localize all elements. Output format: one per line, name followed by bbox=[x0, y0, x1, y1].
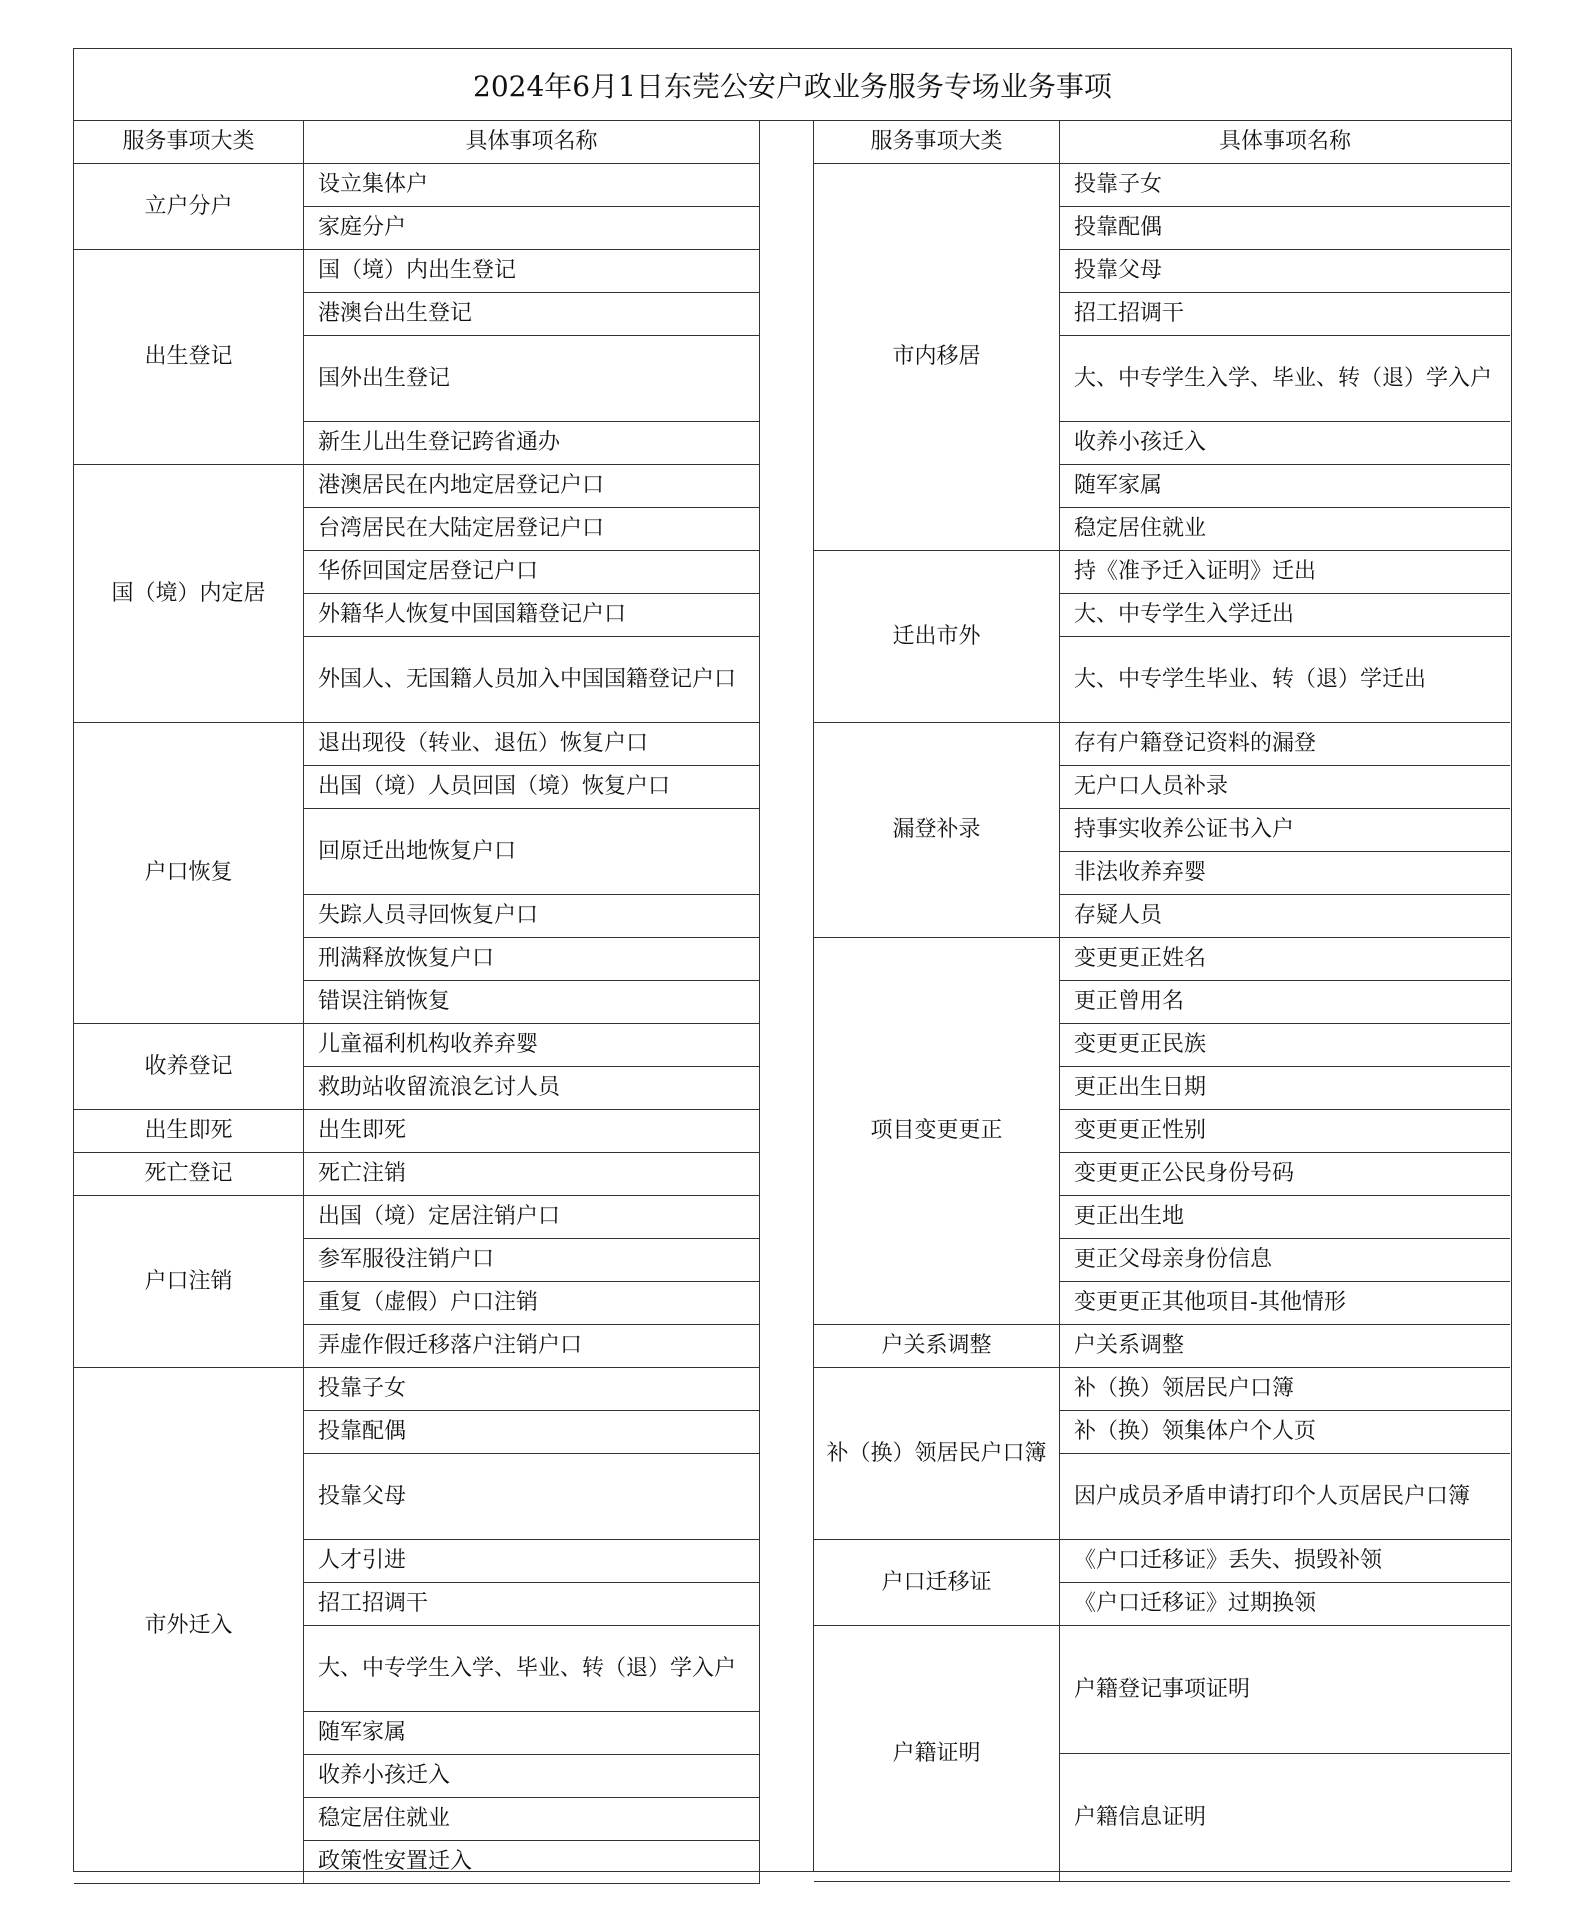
right-item-cell: 变更更正姓名 bbox=[1060, 938, 1510, 981]
left-item-cell: 招工招调干 bbox=[304, 1583, 760, 1626]
right-item-cell: 更正出生日期 bbox=[1060, 1067, 1510, 1110]
left-category-cell: 国（境）内定居 bbox=[74, 465, 304, 723]
left-item-cell: 弄虚作假迁移落户注销户口 bbox=[304, 1325, 760, 1368]
right-item-cell: 变更更正其他项目-其他情形 bbox=[1060, 1282, 1510, 1325]
right-category-cell: 迁出市外 bbox=[814, 551, 1060, 723]
left-item-cell: 港澳居民在内地定居登记户口 bbox=[304, 465, 760, 508]
left-item-cell: 回原迁出地恢复户口 bbox=[304, 809, 760, 895]
right-item-cell: 投靠父母 bbox=[1060, 250, 1510, 293]
right-item-cell: 非法收养弃婴 bbox=[1060, 852, 1510, 895]
right-item-cell: 存有户籍登记资料的漏登 bbox=[1060, 723, 1510, 766]
column-gap bbox=[760, 121, 814, 1871]
right-item-cell: 因户成员矛盾申请打印个人页居民户口簿 bbox=[1060, 1454, 1510, 1540]
left-item-cell: 投靠父母 bbox=[304, 1454, 760, 1540]
left-category-cell: 立户分户 bbox=[74, 164, 304, 250]
left-item-cell: 刑满释放恢复户口 bbox=[304, 938, 760, 981]
right-item-cell: 持事实收养公证书入户 bbox=[1060, 809, 1510, 852]
right-item-cell: 大、中专学生入学、毕业、转（退）学入户 bbox=[1060, 336, 1510, 422]
left-item-cell: 人才引进 bbox=[304, 1540, 760, 1583]
left-item-cell: 重复（虚假）户口注销 bbox=[304, 1282, 760, 1325]
right-item-cell: 招工招调干 bbox=[1060, 293, 1510, 336]
left-item-cell: 外国人、无国籍人员加入中国国籍登记户口 bbox=[304, 637, 760, 723]
left-item-cell: 失踪人员寻回恢复户口 bbox=[304, 895, 760, 938]
right-item-cell: 变更更正民族 bbox=[1060, 1024, 1510, 1067]
right-item-cell: 收养小孩迁入 bbox=[1060, 422, 1510, 465]
left-item-cell: 国（境）内出生登记 bbox=[304, 250, 760, 293]
right-item-cell: 投靠子女 bbox=[1060, 164, 1510, 207]
left-item-cell: 政策性安置迁入 bbox=[304, 1841, 760, 1884]
left-item-cell: 错误注销恢复 bbox=[304, 981, 760, 1024]
left-item-cell: 退出现役（转业、退伍）恢复户口 bbox=[304, 723, 760, 766]
left-item-cell: 港澳台出生登记 bbox=[304, 293, 760, 336]
right-item-cell: 《户口迁移证》丢失、损毁补领 bbox=[1060, 1540, 1510, 1583]
left-item-cell: 出国（境）人员回国（境）恢复户口 bbox=[304, 766, 760, 809]
left-item-cell: 儿童福利机构收养弃婴 bbox=[304, 1024, 760, 1067]
left-item-cell: 国外出生登记 bbox=[304, 336, 760, 422]
left-item-cell: 家庭分户 bbox=[304, 207, 760, 250]
right-item-cell: 更正曾用名 bbox=[1060, 981, 1510, 1024]
left-category-cell: 户口恢复 bbox=[74, 723, 304, 1024]
left-item-header: 具体事项名称 bbox=[304, 121, 760, 164]
right-category-cell: 项目变更更正 bbox=[814, 938, 1060, 1325]
right-item-cell: 更正父母亲身份信息 bbox=[1060, 1239, 1510, 1282]
right-item-cell: 存疑人员 bbox=[1060, 895, 1510, 938]
left-category-cell: 户口注销 bbox=[74, 1196, 304, 1368]
left-item-cell: 出国（境）定居注销户口 bbox=[304, 1196, 760, 1239]
right-category-cell: 漏登补录 bbox=[814, 723, 1060, 938]
left-item-cell: 外籍华人恢复中国国籍登记户口 bbox=[304, 594, 760, 637]
right-category-cell: 户口迁移证 bbox=[814, 1540, 1060, 1626]
left-item-cell: 设立集体户 bbox=[304, 164, 760, 207]
right-item-cell: 补（换）领居民户口簿 bbox=[1060, 1368, 1510, 1411]
left-item-cell: 救助站收留流浪乞讨人员 bbox=[304, 1067, 760, 1110]
left-category-header: 服务事项大类 bbox=[74, 121, 304, 164]
right-item-cell: 随军家属 bbox=[1060, 465, 1510, 508]
right-item-cell: 大、中专学生毕业、转（退）学迁出 bbox=[1060, 637, 1510, 723]
right-item-cell: 无户口人员补录 bbox=[1060, 766, 1510, 809]
right-category-cell: 市内移居 bbox=[814, 164, 1060, 551]
left-category-cell: 市外迁入 bbox=[74, 1368, 304, 1884]
left-item-cell: 参军服役注销户口 bbox=[304, 1239, 760, 1282]
left-item-cell: 新生儿出生登记跨省通办 bbox=[304, 422, 760, 465]
right-category-cell: 户籍证明 bbox=[814, 1626, 1060, 1882]
right-item-header: 具体事项名称 bbox=[1060, 121, 1510, 164]
left-category-cell: 收养登记 bbox=[74, 1024, 304, 1110]
right-category-header: 服务事项大类 bbox=[814, 121, 1060, 164]
right-item-cell: 变更更正性别 bbox=[1060, 1110, 1510, 1153]
left-category-cell: 出生即死 bbox=[74, 1110, 304, 1153]
left-item-cell: 收养小孩迁入 bbox=[304, 1755, 760, 1798]
left-item-cell: 华侨回国定居登记户口 bbox=[304, 551, 760, 594]
right-item-cell: 《户口迁移证》过期换领 bbox=[1060, 1583, 1510, 1626]
left-item-cell: 投靠子女 bbox=[304, 1368, 760, 1411]
left-item-cell: 出生即死 bbox=[304, 1110, 760, 1153]
right-item-cell: 大、中专学生入学迁出 bbox=[1060, 594, 1510, 637]
right-category-cell: 补（换）领居民户口簿 bbox=[814, 1368, 1060, 1540]
right-item-cell: 户关系调整 bbox=[1060, 1325, 1510, 1368]
right-item-cell: 户籍信息证明 bbox=[1060, 1754, 1510, 1882]
left-item-cell: 稳定居住就业 bbox=[304, 1798, 760, 1841]
right-item-cell: 投靠配偶 bbox=[1060, 207, 1510, 250]
right-item-cell: 稳定居住就业 bbox=[1060, 508, 1510, 551]
left-category-cell: 出生登记 bbox=[74, 250, 304, 465]
right-item-cell: 变更更正公民身份号码 bbox=[1060, 1153, 1510, 1196]
left-item-cell: 台湾居民在大陆定居登记户口 bbox=[304, 508, 760, 551]
left-item-cell: 大、中专学生入学、毕业、转（退）学入户 bbox=[304, 1626, 760, 1712]
right-category-cell: 户关系调整 bbox=[814, 1325, 1060, 1368]
service-items-table bbox=[73, 48, 1512, 1872]
left-item-cell: 投靠配偶 bbox=[304, 1411, 760, 1454]
left-item-cell: 死亡注销 bbox=[304, 1153, 760, 1196]
right-item-cell: 更正出生地 bbox=[1060, 1196, 1510, 1239]
left-item-cell: 随军家属 bbox=[304, 1712, 760, 1755]
right-item-cell: 户籍登记事项证明 bbox=[1060, 1626, 1510, 1754]
right-item-cell: 持《准予迁入证明》迁出 bbox=[1060, 551, 1510, 594]
table-title: 2024年6月1日东莞公安户政业务服务专场业务事项 bbox=[74, 49, 1511, 121]
left-category-cell: 死亡登记 bbox=[74, 1153, 304, 1196]
right-item-cell: 补（换）领集体户个人页 bbox=[1060, 1411, 1510, 1454]
